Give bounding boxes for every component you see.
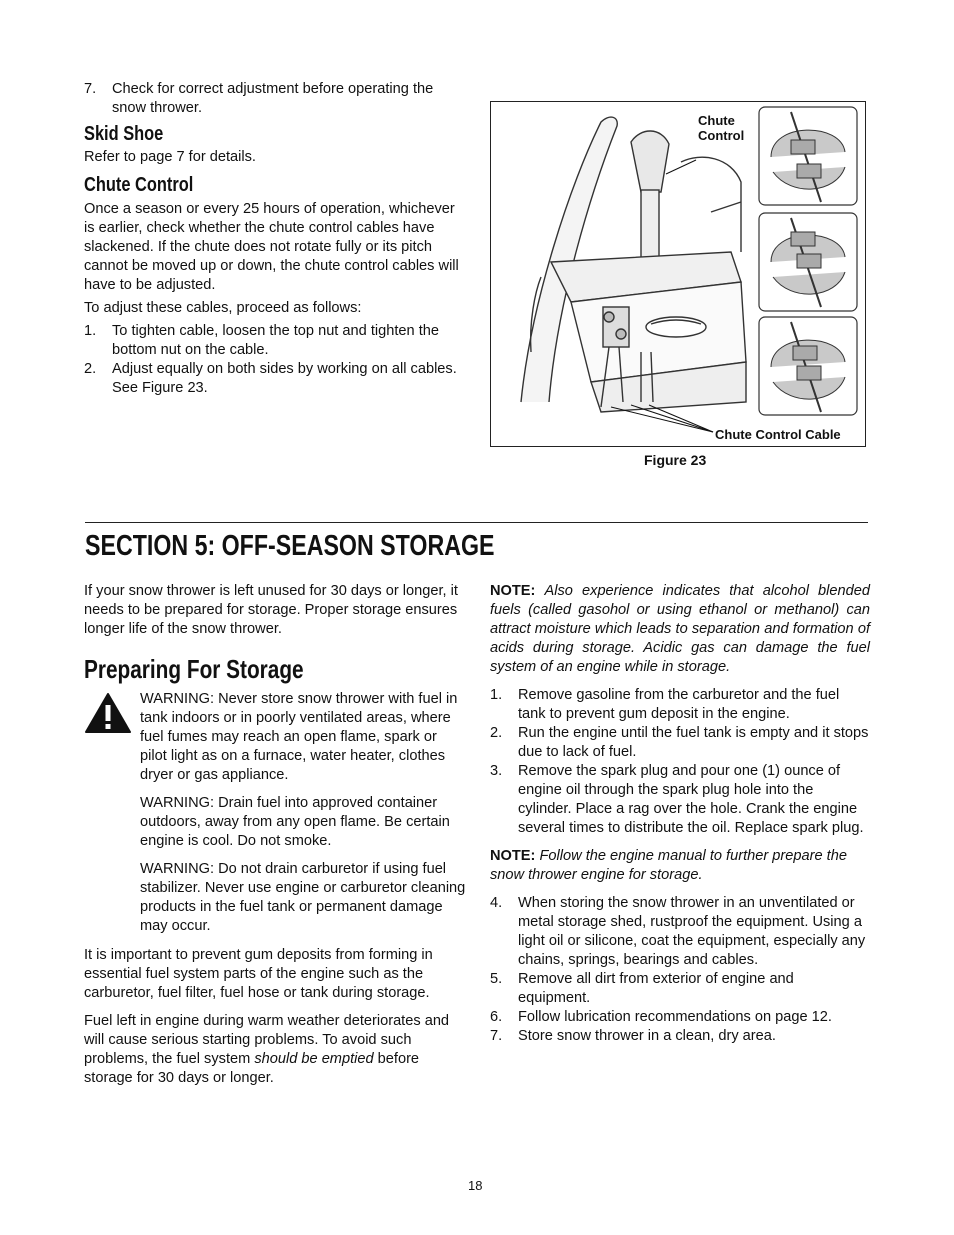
note-label: NOTE: [490, 848, 536, 864]
step-number: 1. [490, 687, 503, 703]
list-item [490, 1008, 870, 1027]
section-title: SECTION 5: OFF-SEASON STORAGE [85, 530, 495, 562]
step-text: To tighten cable, loosen the top nut and tighten the bottom nut on the cable. [112, 323, 439, 358]
skid-shoe-text: Refer to page 7 for details. [84, 149, 256, 165]
section-divider [85, 522, 868, 523]
list-item [84, 80, 464, 118]
storage-intro: If your snow thrower is left unused for 30 days or longer, it needs to be prepared for storage. Proper storage ensures longer life of the snow thrower. [84, 583, 458, 637]
chute-control-heading: Chute Control [84, 174, 194, 196]
detail-inset-bottom [759, 317, 857, 415]
list-item [490, 686, 870, 724]
step-number: 6. [490, 1009, 503, 1025]
chute-control-cable-label: Chute Control Cable [715, 427, 841, 442]
step-number: 4. [490, 895, 503, 911]
warning-text: WARNING: Drain fuel into approved container outdoors, away from any open flame. Be certain engine is cool. Do not smoke. [140, 795, 450, 849]
fuel-paragraph-part: before storage for 30 days or longer. [84, 1051, 420, 1086]
figure-23-box [490, 101, 866, 447]
fuel-paragraph [84, 1012, 466, 1088]
note-text: Also experience indicates that alcohol blended fuels (called gasohol or using ethanol or methanol) can attract moisture which leads to separation and formation of acids during storage. Acidic gas can damage the fuel system of an engine while in storage. [490, 583, 871, 675]
step-number: 5. [490, 971, 503, 987]
cable-step-list [84, 322, 464, 398]
step-number: 7. [490, 1028, 503, 1044]
step-text: Remove gasoline from the carburetor and the fuel tank to prevent gum deposit in the engine. [518, 687, 840, 722]
skid-shoe-heading: Skid Shoe [84, 123, 164, 145]
bottom-left-column [84, 582, 466, 1088]
step-text: Check for correct adjustment before operating the snow thrower. [112, 81, 434, 116]
page-number: 18 [468, 1178, 483, 1193]
fuel-paragraph-part: Fuel left in engine during warm weather deteriorates and will cause serious starting problems. To avoid such problems, the fuel system [84, 1013, 450, 1067]
note-alcohol-fuels [490, 582, 870, 677]
warning-icon [84, 692, 132, 734]
step-text: Remove all dirt from exterior of engine and equipment. [518, 971, 794, 1006]
list-item [490, 1027, 870, 1046]
list-item [84, 360, 464, 398]
note-text: Follow the engine manual to further prepare the snow thrower engine for storage. [490, 848, 847, 883]
detail-inset-middle [759, 213, 857, 311]
list-item [490, 724, 870, 762]
list-item [490, 894, 870, 970]
step-text: Adjust equally on both sides by working on all cables. See Figure 23. [112, 361, 457, 396]
detail-inset-top [759, 107, 857, 205]
step-number: 7. [84, 81, 97, 97]
step-number: 2. [490, 725, 503, 741]
chute-control-illustration [491, 102, 864, 445]
step-text: Store snow thrower in a clean, dry area. [518, 1028, 776, 1044]
list-item [84, 322, 464, 360]
chute-control-paragraph: Once a season or every 25 hours of operation, whichever is earlier, check whether the chute control cables have slackened. If the chute does not rotate fully or its pitch cannot be moved up or down, the chute control cables will have to be adjusted. [84, 201, 459, 293]
warning-text: WARNING: Never store snow thrower with fuel in tank indoors or in poorly ventilated areas, where fuel fumes may reach an open flame, spark or pilot light as on a furnace, water heater, clothes dryer or gas appliance. [140, 691, 458, 783]
chute-control-label-line1: Chute [698, 113, 735, 128]
step-number: 2. [84, 361, 97, 377]
step-text: Remove the spark plug and pour one (1) ounce of engine oil through the spark plug hole into the cylinder. Place a rag over the hole. Crank the engine several times to distribute the oil. Replace spark plug. [518, 763, 864, 836]
list-item [490, 970, 870, 1008]
storage-step-list-b [490, 894, 870, 1046]
figure-caption: Figure 23 [644, 452, 707, 468]
step-number: 3. [490, 763, 503, 779]
storage-step-list-a [490, 686, 870, 838]
preparing-heading: Preparing For Storage [84, 654, 304, 684]
chute-control-label [698, 113, 744, 143]
note-engine-manual [490, 847, 870, 885]
adjustment-step-list [84, 80, 464, 118]
step-text: Follow lubrication recommendations on page 12. [518, 1009, 832, 1025]
warning-text: WARNING: Do not drain carburetor if using fuel stabilizer. Never use engine or carburetor cleaning products in the fuel tank or permanent damage may occur. [140, 861, 466, 934]
chute-control-label-line2: Control [698, 128, 745, 143]
fuel-paragraph-emphasis: should be emptied [254, 1051, 374, 1067]
note-label: NOTE: [490, 583, 536, 599]
gum-deposit-paragraph: It is important to prevent gum deposits from forming in essential fuel system parts of the engine such as the carburetor, fuel filter, fuel hose or tank during storage. [84, 947, 433, 1001]
top-left-column [84, 80, 464, 398]
bottom-right-column [490, 582, 870, 1046]
step-number: 1. [84, 323, 97, 339]
step-text: When storing the snow thrower in an unventilated or metal storage shed, rustproof the equipment. Using a light oil or silicone, coat the equipment, especially any chains, springs, bearings and cables. [518, 895, 866, 968]
step-text: Run the engine until the fuel tank is empty and it stops due to lack of fuel. [518, 725, 869, 760]
adjust-intro: To adjust these cables, proceed as follows: [84, 300, 362, 316]
list-item [490, 762, 870, 838]
